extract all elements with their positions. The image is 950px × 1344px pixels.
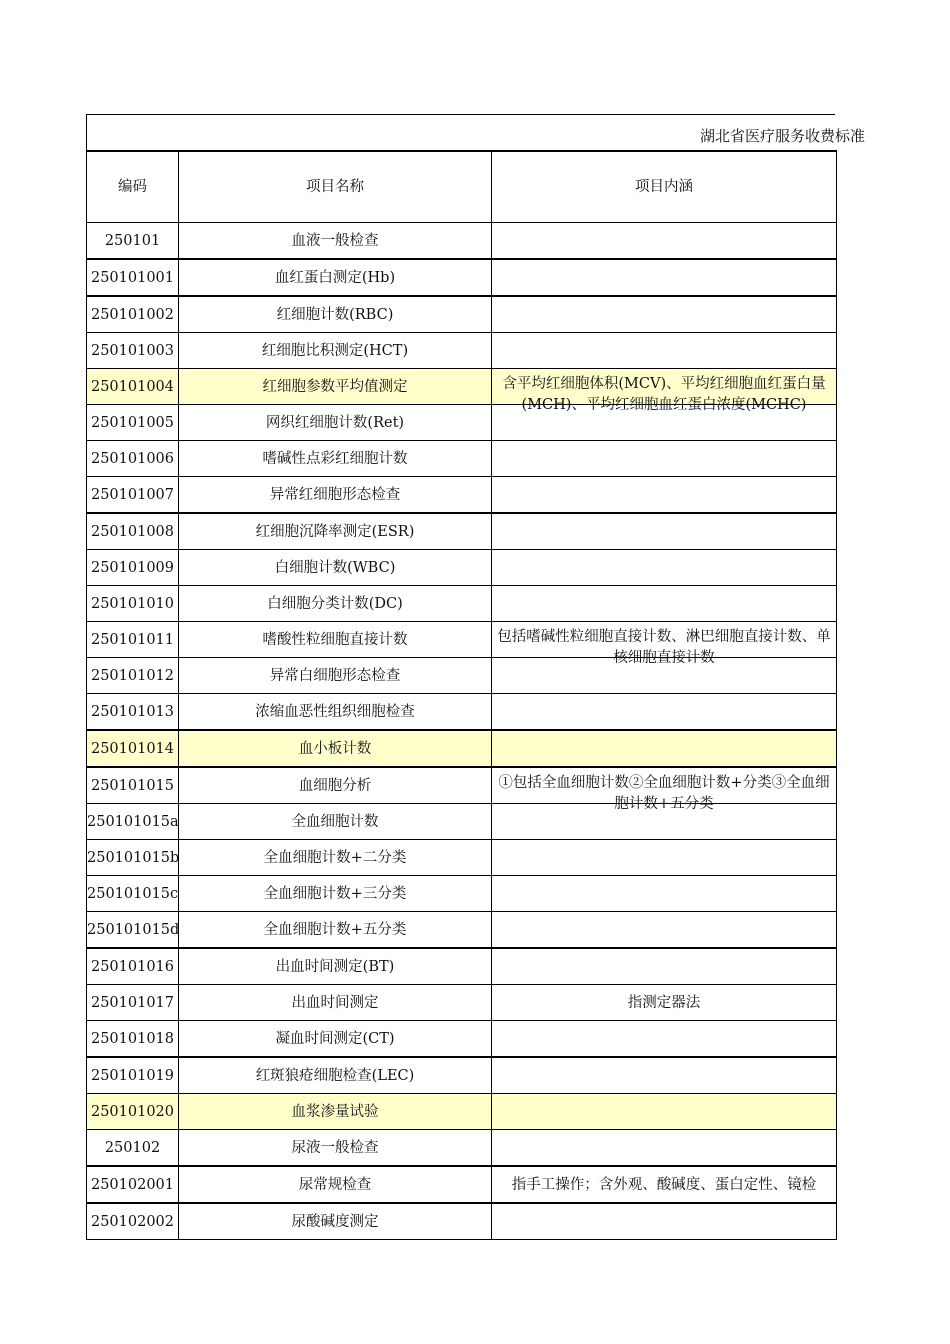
cell-content (492, 369, 837, 413)
cell-name: 全血细胞计数+二分类 (179, 840, 492, 876)
cell-name: 红细胞沉降率测定(ESR) (179, 513, 492, 550)
cell-content (492, 550, 837, 586)
table-row (87, 1094, 837, 1130)
cell-name: 红细胞计数(RBC) (179, 296, 492, 333)
cell-content: 指手工操作；含外观、酸碱度、蛋白定性、镜检 (492, 1166, 837, 1203)
cell-code: 250101008 (87, 513, 179, 550)
cell-name: 全血细胞计数+五分类 (179, 912, 492, 949)
cell-name: 尿酸碱度测定 (179, 1203, 492, 1240)
cell-code: 250101003 (87, 333, 179, 369)
cell-name: 全血细胞计数+三分类 (179, 876, 492, 912)
cell-code: 250101015 (87, 767, 179, 804)
table-row (87, 477, 837, 514)
cell-name: 红细胞参数平均值测定 (179, 369, 492, 405)
cell-code: 250101019 (87, 1057, 179, 1094)
cell-content (492, 477, 837, 514)
header-name: 项目名称 (179, 151, 492, 223)
cell-content (492, 296, 837, 333)
cell-code: 250102002 (87, 1203, 179, 1240)
cell-name: 嗜酸性粒细胞直接计数 (179, 622, 492, 658)
cell-name: 异常白细胞形态检查 (179, 658, 492, 694)
cell-name: 红斑狼疮细胞检查(LEC) (179, 1057, 492, 1094)
cell-name: 出血时间测定(BT) (179, 948, 492, 985)
table-row (87, 550, 837, 586)
table-row (87, 840, 837, 876)
header-content: 项目内涵 (492, 151, 837, 223)
table-row (87, 948, 837, 985)
cell-name: 尿常规检查 (179, 1166, 492, 1203)
cell-content (492, 622, 837, 666)
table-row (87, 1166, 837, 1203)
cell-code: 250101014 (87, 730, 179, 767)
cell-code: 250101007 (87, 477, 179, 514)
cell-name: 白细胞计数(WBC) (179, 550, 492, 586)
table-row (87, 1130, 837, 1167)
cell-code: 250101 (87, 223, 179, 260)
cell-code: 250101017 (87, 985, 179, 1021)
cell-name: 血细胞分析 (179, 767, 492, 804)
cell-content (492, 259, 837, 296)
table-row (87, 694, 837, 731)
cell-content (492, 1203, 837, 1240)
table-row (87, 513, 837, 550)
cell-content (492, 948, 837, 985)
cell-code: 250101020 (87, 1094, 179, 1130)
cell-content (492, 912, 837, 949)
cell-name: 血小板计数 (179, 730, 492, 767)
cell-code: 250101012 (87, 658, 179, 694)
cell-code: 250101018 (87, 1021, 179, 1058)
table-row (87, 1057, 837, 1094)
cell-code: 250101002 (87, 296, 179, 333)
cell-code: 250101013 (87, 694, 179, 731)
cell-name: 尿液一般检查 (179, 1130, 492, 1167)
table-row (87, 369, 837, 405)
cell-name: 红细胞比积测定(HCT) (179, 333, 492, 369)
cell-code: 250101011 (87, 622, 179, 658)
cell-name: 异常红细胞形态检查 (179, 477, 492, 514)
cell-name: 血红蛋白测定(Hb) (179, 259, 492, 296)
table-row (87, 333, 837, 369)
table-row (87, 296, 837, 333)
cell-content: 指测定器法 (492, 985, 837, 1021)
cell-name: 血液一般检查 (179, 223, 492, 260)
table-row (87, 985, 837, 1021)
cell-name: 白细胞分类计数(DC) (179, 586, 492, 622)
cell-code: 250101010 (87, 586, 179, 622)
table-row (87, 441, 837, 477)
table-row (87, 876, 837, 912)
cell-name: 网织红细胞计数(Ret) (179, 405, 492, 441)
page-title: 湖北省医疗服务收费标准 (699, 127, 865, 145)
cell-content (492, 333, 837, 369)
cell-content (492, 441, 837, 477)
cell-code: 250101015d (87, 912, 179, 949)
cell-code: 250101016 (87, 948, 179, 985)
cell-code: 250102001 (87, 1166, 179, 1203)
title-row (86, 114, 865, 150)
cell-code: 250101015b (87, 840, 179, 876)
cell-code: 250101005 (87, 405, 179, 441)
table-row (87, 1021, 837, 1058)
cell-content (492, 513, 837, 550)
cell-name: 嗜碱性点彩红细胞计数 (179, 441, 492, 477)
table-row (87, 1203, 837, 1240)
cell-content-text: ①包括全血细胞计数②全血细胞计数+分类③全血细胞计数+五分类 (498, 775, 830, 812)
header-code: 编码 (87, 151, 179, 223)
cell-content (492, 1021, 837, 1058)
cell-code: 250101004 (87, 369, 179, 405)
cell-content (492, 840, 837, 876)
table-row (87, 223, 837, 260)
cell-content (492, 586, 837, 622)
cell-name: 血浆渗量试验 (179, 1094, 492, 1130)
cell-name: 全血细胞计数 (179, 804, 492, 840)
table-row (87, 730, 837, 767)
cell-content-text: 包括嗜碱性粒细胞直接计数、淋巴细胞直接计数、单核细胞直接计数 (497, 629, 831, 666)
cell-content (492, 730, 837, 767)
table-row (87, 767, 837, 804)
cell-content (492, 1094, 837, 1130)
cell-code: 250101015a (87, 804, 179, 840)
cell-content (492, 876, 837, 912)
cell-name: 凝血时间测定(CT) (179, 1021, 492, 1058)
cell-code: 250101009 (87, 550, 179, 586)
table-row (87, 912, 837, 949)
fee-table (86, 150, 837, 1240)
cell-code: 250102 (87, 1130, 179, 1167)
table-row (87, 622, 837, 658)
cell-content (492, 767, 837, 812)
cell-content (492, 694, 837, 731)
cell-code: 250101001 (87, 259, 179, 296)
table-header-row (87, 151, 837, 223)
cell-code: 250101006 (87, 441, 179, 477)
cell-code: 250101015c (87, 876, 179, 912)
cell-content (492, 223, 837, 260)
table-row (87, 259, 837, 296)
cell-content (492, 1130, 837, 1167)
table-row (87, 586, 837, 622)
cell-content (492, 1057, 837, 1094)
cell-name: 出血时间测定 (179, 985, 492, 1021)
cell-name: 浓缩血恶性组织细胞检查 (179, 694, 492, 731)
fee-standard-sheet (86, 114, 865, 1240)
cell-content-text: 含平均红细胞体积(MCV)、平均红细胞血红蛋白量(MCH)、平均红细胞血红蛋白浓度(MCHC) (502, 376, 826, 413)
